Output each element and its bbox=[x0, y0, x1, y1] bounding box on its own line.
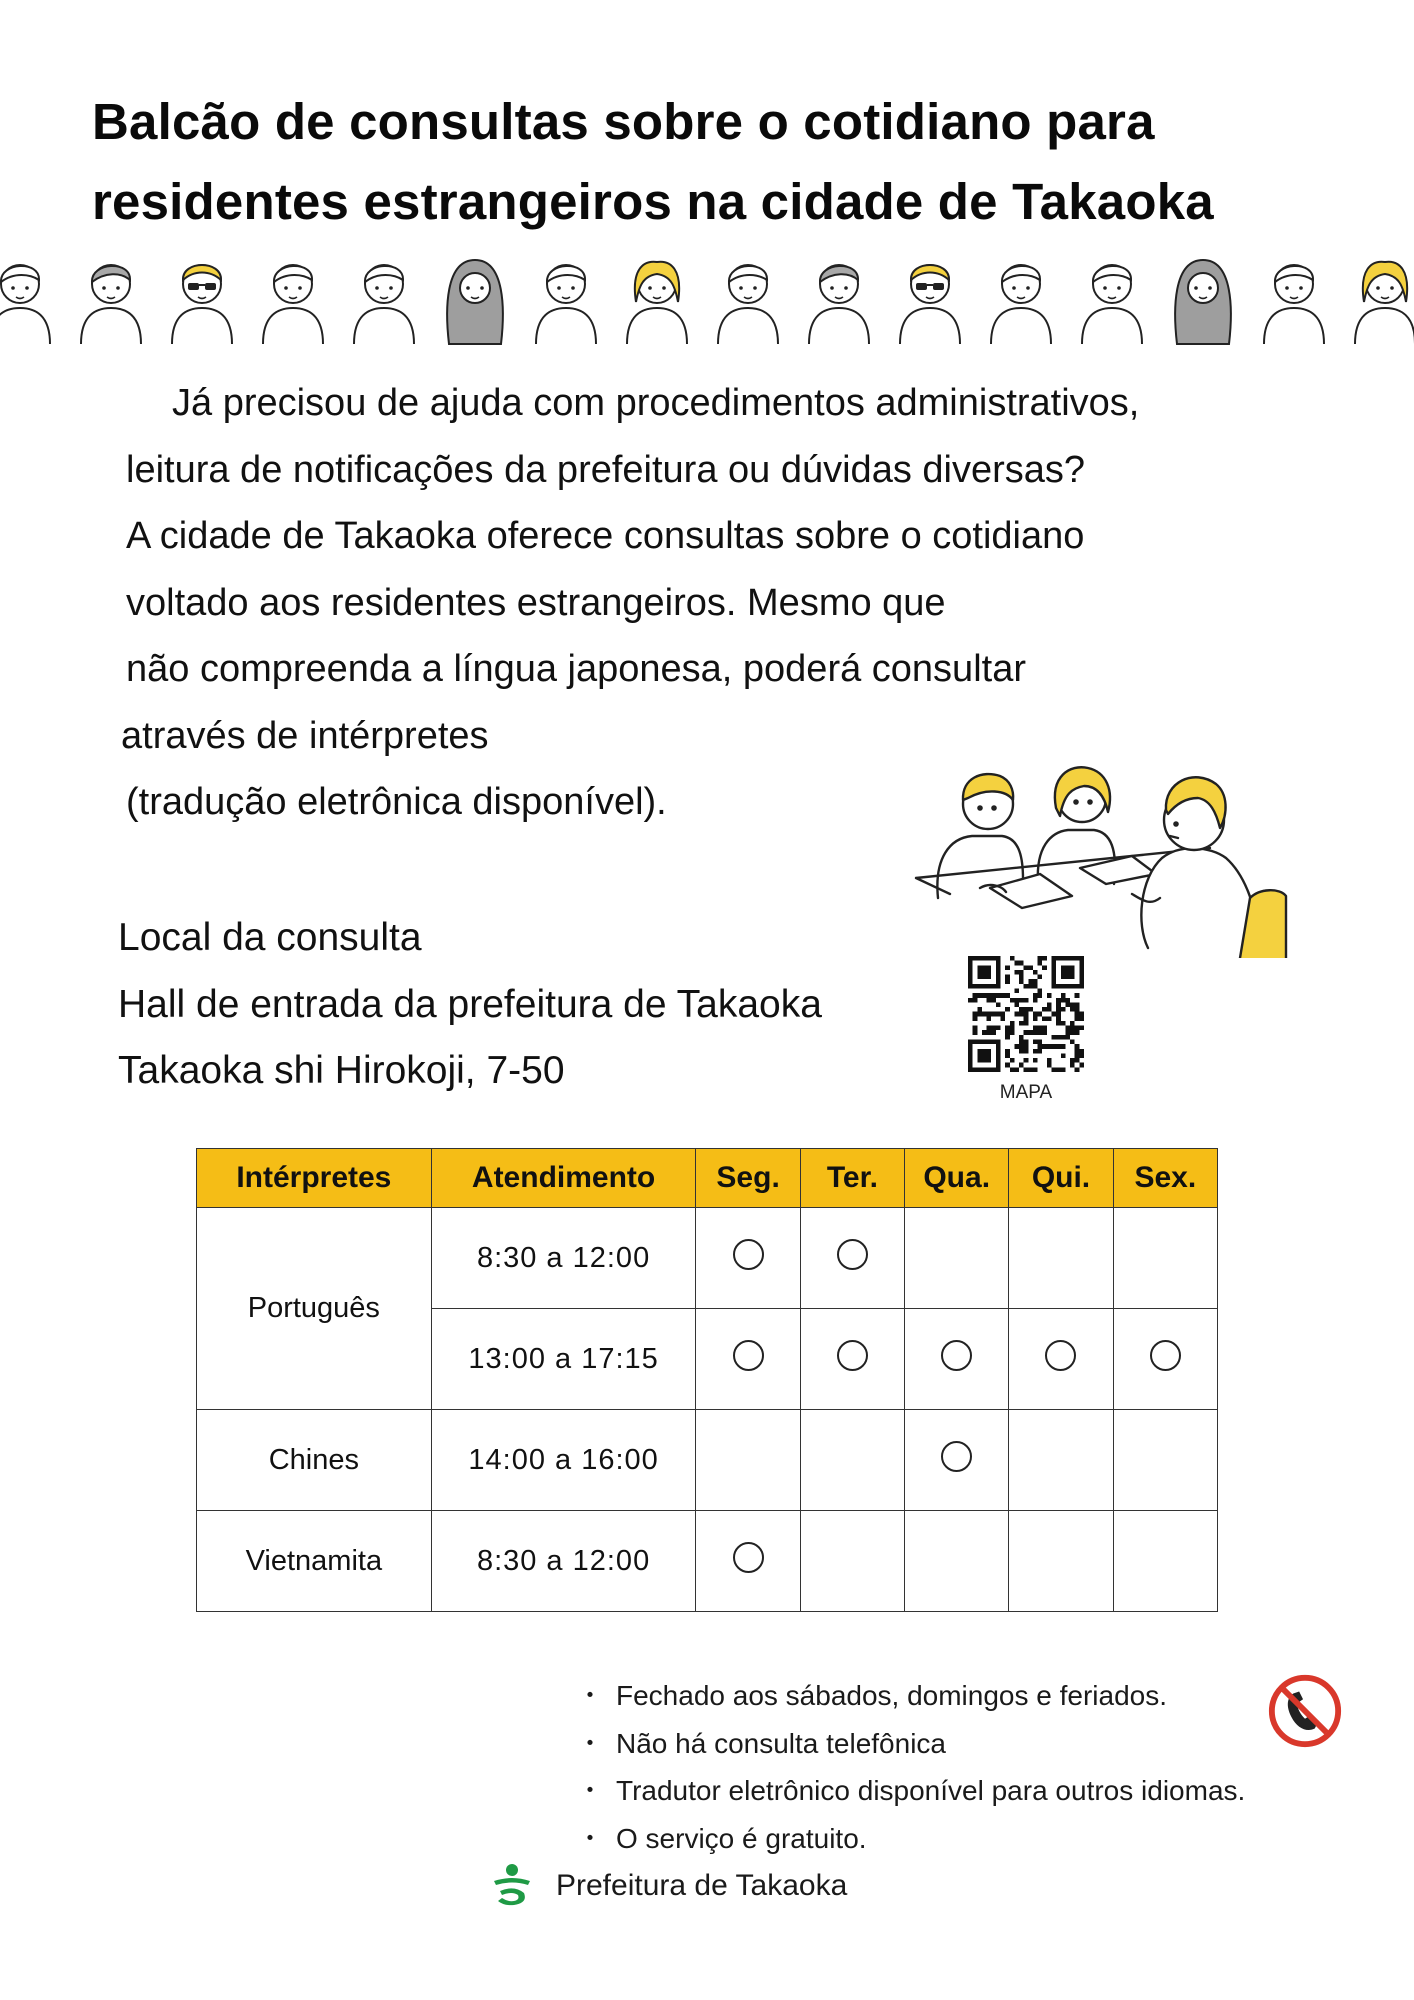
day-cell bbox=[1113, 1208, 1217, 1309]
day-cell bbox=[905, 1208, 1009, 1309]
resident-avatar-icon bbox=[354, 265, 414, 344]
day-cell bbox=[696, 1208, 800, 1309]
residents-illustration-row bbox=[0, 250, 1414, 346]
footer-org: Prefeitura de Takaoka bbox=[556, 1869, 848, 1902]
time-cell: 13:00 a 17:15 bbox=[431, 1309, 696, 1410]
schedule-row bbox=[197, 1410, 1218, 1511]
note-text: Fechado aos sábados, domingos e feriados. bbox=[616, 1680, 1168, 1711]
page-title bbox=[92, 82, 1352, 242]
note-text: Tradutor eletrônico disponível para outros idiomas. bbox=[616, 1775, 1246, 1806]
circle-mark-icon bbox=[733, 1239, 764, 1270]
resident-avatar-icon bbox=[0, 265, 50, 344]
day-cell bbox=[1113, 1410, 1217, 1511]
day-cell bbox=[1009, 1511, 1113, 1612]
day-cell bbox=[1009, 1309, 1113, 1410]
consultation-illustration bbox=[910, 728, 1290, 958]
location-place: Hall de entrada da prefeitura de Takaoka bbox=[118, 982, 822, 1026]
day-cell bbox=[696, 1309, 800, 1410]
resident-avatar-icon bbox=[81, 265, 141, 344]
takaoka-logo-icon bbox=[490, 1863, 534, 1909]
resident-avatar-icon bbox=[1355, 262, 1414, 344]
resident-avatar-icon bbox=[447, 260, 503, 344]
day-cell bbox=[800, 1208, 904, 1309]
intro-line: voltado aos residentes estrangeiros. Mesmo que bbox=[126, 581, 946, 624]
resident-avatar-icon bbox=[1264, 265, 1324, 344]
map-qr-code[interactable] bbox=[968, 956, 1084, 1072]
note-item bbox=[576, 1672, 1245, 1720]
resident-avatar-icon bbox=[1175, 260, 1231, 344]
circle-mark-icon bbox=[941, 1441, 972, 1472]
schedule-header-row bbox=[197, 1149, 1218, 1208]
circle-mark-icon bbox=[733, 1542, 764, 1573]
intro-line: A cidade de Takaoka oferece consultas sobre o cotidiano bbox=[126, 515, 1085, 557]
bullet: ・ bbox=[576, 1680, 605, 1711]
day-cell bbox=[905, 1410, 1009, 1511]
day-cell bbox=[1113, 1511, 1217, 1612]
day-cell bbox=[800, 1511, 904, 1612]
day-cell bbox=[800, 1410, 904, 1511]
column-header: Qui. bbox=[1009, 1149, 1113, 1208]
circle-mark-icon bbox=[941, 1340, 972, 1371]
day-cell bbox=[696, 1511, 800, 1612]
circle-mark-icon bbox=[733, 1340, 764, 1371]
resident-avatar-icon bbox=[536, 265, 596, 344]
schedule-row bbox=[197, 1208, 1218, 1309]
intro-line: através de intérpretes bbox=[121, 714, 489, 757]
time-cell: 8:30 a 12:00 bbox=[431, 1208, 696, 1309]
day-cell bbox=[696, 1410, 800, 1511]
title-line-2: residentes estrangeiros na cidade de Takaoka bbox=[92, 173, 1214, 230]
time-cell: 14:00 a 16:00 bbox=[431, 1410, 696, 1511]
column-header: Atendimento bbox=[431, 1149, 696, 1208]
notes-list bbox=[576, 1672, 1245, 1862]
note-item bbox=[576, 1767, 1245, 1815]
column-header: Qua. bbox=[905, 1149, 1009, 1208]
day-cell bbox=[905, 1511, 1009, 1612]
circle-mark-icon bbox=[837, 1239, 868, 1270]
schedule-row bbox=[197, 1511, 1218, 1612]
resident-avatar-icon bbox=[991, 265, 1051, 344]
day-cell bbox=[1009, 1208, 1113, 1309]
day-cell bbox=[905, 1309, 1009, 1410]
bullet: ・ bbox=[576, 1822, 605, 1854]
qr-map-label: MAPA bbox=[999, 1082, 1053, 1103]
note-text: Não há consulta telefônica bbox=[616, 1727, 946, 1759]
intro-line: não compreenda a língua japonesa, poderá consultar bbox=[126, 648, 1026, 690]
schedule-table bbox=[196, 1148, 1218, 1612]
language-cell: Português bbox=[197, 1208, 432, 1410]
note-text: O serviço é gratuito. bbox=[616, 1822, 867, 1854]
title-line-1: Balcão de consultas sobre o cotidiano para bbox=[92, 93, 1155, 150]
intro-line: leitura de notificações da prefeitura ou dúvidas diversas? bbox=[126, 448, 1086, 491]
day-cell bbox=[800, 1309, 904, 1410]
resident-avatar-icon bbox=[172, 265, 232, 344]
circle-mark-icon bbox=[1150, 1340, 1181, 1371]
consultation-location bbox=[118, 905, 822, 1105]
note-item bbox=[576, 1815, 1245, 1863]
circle-mark-icon bbox=[837, 1340, 868, 1371]
language-cell: Vietnamita bbox=[197, 1511, 432, 1612]
schedule-body bbox=[197, 1208, 1218, 1612]
resident-avatar-icon bbox=[718, 265, 778, 344]
time-cell: 8:30 a 12:00 bbox=[431, 1511, 696, 1612]
location-address: Takaoka shi Hirokoji, 7-50 bbox=[118, 1049, 565, 1092]
resident-avatar-icon bbox=[900, 265, 960, 344]
bullet: ・ bbox=[576, 1775, 605, 1806]
day-cell bbox=[1009, 1410, 1113, 1511]
column-header: Intérpretes bbox=[197, 1149, 432, 1208]
resident-avatar-icon bbox=[1082, 265, 1142, 344]
intro-line: (tradução eletrônica disponível). bbox=[126, 781, 667, 823]
resident-avatar-icon bbox=[263, 265, 323, 344]
day-cell bbox=[1113, 1309, 1217, 1410]
column-header: Seg. bbox=[696, 1149, 800, 1208]
resident-avatar-icon bbox=[627, 262, 687, 344]
intro-line: Já precisou de ajuda com procedimentos administrativos, bbox=[172, 382, 1140, 424]
language-cell: Chines bbox=[197, 1410, 432, 1511]
location-heading: Local da consulta bbox=[118, 916, 422, 959]
circle-mark-icon bbox=[1045, 1340, 1076, 1371]
no-phone-icon bbox=[1266, 1672, 1344, 1750]
note-item bbox=[576, 1720, 1245, 1768]
footer bbox=[490, 1862, 847, 1910]
column-header: Ter. bbox=[800, 1149, 904, 1208]
bullet: ・ bbox=[576, 1727, 605, 1759]
column-header: Sex. bbox=[1113, 1149, 1217, 1208]
resident-avatar-icon bbox=[809, 265, 869, 344]
